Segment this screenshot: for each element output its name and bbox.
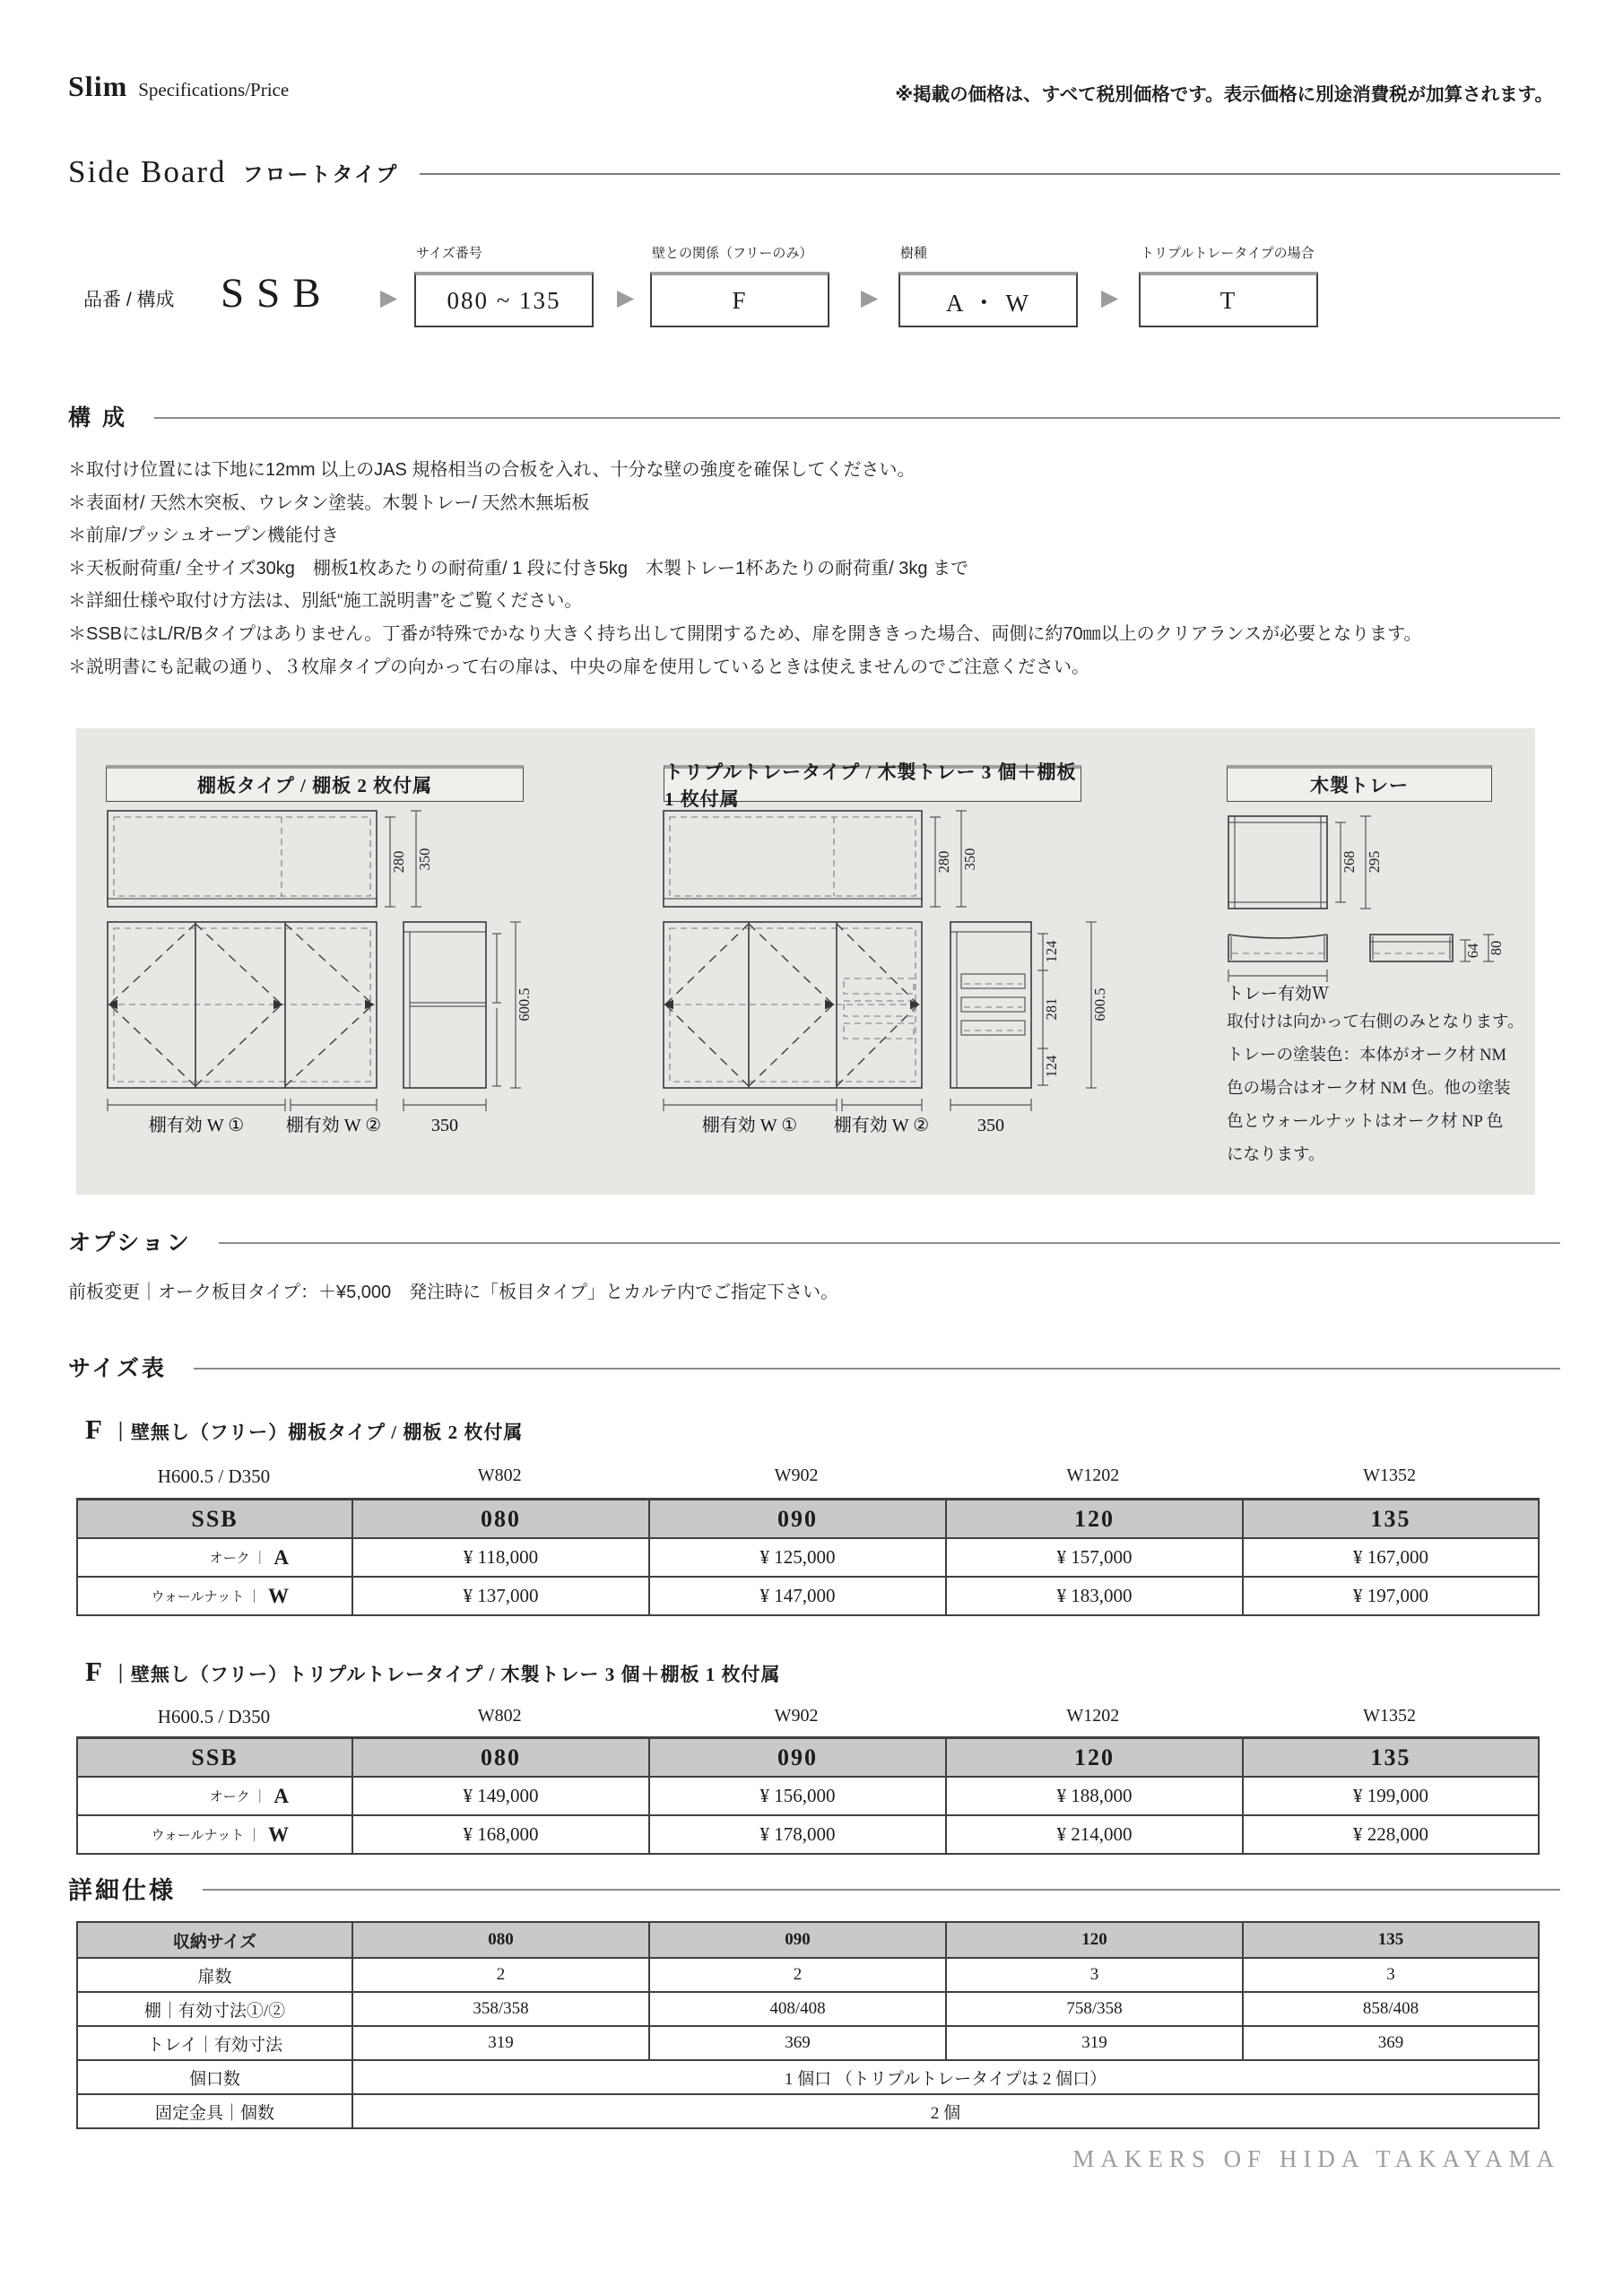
code-box-tray — [1139, 272, 1318, 327]
diagram-title-tripletray-text: トリプルトレータイプ / 木製トレー 3 個＋棚板 1 枚付属 — [664, 761, 1077, 810]
code-cell: SSB — [77, 1500, 352, 1539]
shelf-effective-w1-label: 棚有効 W ① — [701, 1116, 798, 1135]
spec-header-cell: 120 — [946, 1922, 1243, 1958]
diagram-title-tripletray — [664, 761, 1081, 810]
code-box-label-wall: 壁との関係（フリーのみ） — [652, 246, 813, 261]
dim-350: 350 — [416, 848, 433, 871]
shelf-effective-w1-label: 棚有効 W ① — [148, 1116, 245, 1135]
page-title-type: フロートタイプ — [242, 162, 399, 186]
brand-name: Slim — [68, 70, 128, 102]
price-cell: ¥ 214,000 — [946, 1815, 1243, 1854]
table-row-walnut — [77, 1577, 1539, 1615]
tray-note-line: 色とウォールナットはオーク材 NP 色 — [1227, 1113, 1504, 1131]
code-box-tray-value: T — [1219, 286, 1237, 314]
material-name: ウォールナット ｜ — [151, 1590, 261, 1605]
table-row-oak — [77, 1538, 1539, 1577]
tray-note-line: トレーの塗装色：本体がオーク材 NM — [1227, 1047, 1506, 1065]
width-label: W902 — [774, 1706, 819, 1726]
note-line: ＊前扉/プッシュオープン機能付き — [68, 526, 339, 546]
composition-notes — [68, 454, 1422, 683]
diagram-title-woodtray-text: 木製トレー — [1310, 775, 1409, 796]
price-cell: ¥ 188,000 — [946, 1777, 1243, 1815]
tray-outline — [844, 1023, 914, 1039]
arrow-right-icon: ▶ — [380, 286, 398, 310]
section-rule — [219, 1242, 1560, 1244]
spec-value: 369 — [1243, 2026, 1539, 2060]
tax-disclaimer: ※掲載の価格は、すべて税別価格です。表示価格に別途消費税が加算されます。 — [895, 84, 1553, 105]
spec-header-row — [77, 1922, 1539, 1958]
spec-span-value: 1 個口 （トリプルトレータイプは 2 個口） — [352, 2060, 1539, 2094]
material-name: ウォールナット ｜ — [151, 1829, 261, 1843]
tray-outline — [844, 978, 914, 994]
width-label: W802 — [477, 1465, 522, 1485]
spec-value: 319 — [946, 2026, 1243, 2060]
spec-header-cell: 135 — [1243, 1922, 1539, 1958]
dim-600-5: 600.5 — [516, 987, 533, 1022]
dim-depth-350: 350 — [431, 1116, 458, 1135]
spec-row-shelf — [77, 1992, 1539, 2026]
arrow-right-icon: ▶ — [617, 286, 635, 310]
code-box-wood — [898, 272, 1078, 327]
price-cell: ¥ 149,000 — [352, 1777, 649, 1815]
material-letter: A — [273, 1784, 289, 1807]
tray-note-line: になります。 — [1227, 1146, 1325, 1164]
diagram-title-shelf — [106, 765, 524, 802]
tray-note — [1227, 1006, 1523, 1172]
diagram-title-shelf-text: 棚板タイプ / 棚板 2 枚付属 — [196, 775, 433, 796]
size-cell: 120 — [946, 1738, 1243, 1778]
page-title-row — [68, 154, 1560, 190]
section-size-heading: サイズ表 — [68, 1356, 168, 1381]
dim-280: 280 — [390, 850, 407, 874]
section-rule — [154, 417, 1560, 419]
dim-label: H600.5 / D350 — [157, 1706, 271, 1727]
spec-row-doors — [77, 1958, 1539, 1992]
shelf-effective-w2-label: 棚有効 W ② — [285, 1116, 382, 1135]
spec-value: 3 — [946, 1958, 1243, 1992]
dim-label: H600.5 / D350 — [157, 1465, 271, 1487]
size-table-shelf-type — [76, 1498, 1540, 1616]
width-label: W902 — [774, 1465, 819, 1485]
spec-value: 3 — [1243, 1958, 1539, 1992]
spec-label: 個口数 — [77, 2060, 352, 2094]
size-cell: 080 — [352, 1738, 649, 1778]
note-line: ＊表面材/ 天然木突板、ウレタン塗装。木製トレー/ 天然木無垢板 — [68, 492, 590, 513]
spec-header-cell: 090 — [649, 1922, 946, 1958]
width-label: W1202 — [1066, 1465, 1120, 1485]
dim-64: 64 — [1464, 943, 1481, 959]
spec-label: 固定金具｜個数 — [77, 2094, 352, 2128]
price-cell: ¥ 197,000 — [1243, 1577, 1539, 1615]
material-letter: A — [273, 1545, 289, 1569]
code-box-wall-value: F — [732, 286, 748, 314]
type-label: ｜壁無し（フリー）トリプルトレータイプ / 木製トレー 3 個＋棚板 1 枚付属 — [110, 1664, 781, 1685]
tray-side — [961, 1021, 1025, 1035]
price-cell: ¥ 118,000 — [352, 1538, 649, 1577]
dim-268: 268 — [1341, 850, 1358, 874]
option-text: 前板変更｜オーク板目タイプ：＋¥5,000 発注時に「板目タイプ」とカルテ内でご指定下さい。 — [68, 1283, 839, 1302]
diagram-title-woodtray — [1227, 765, 1492, 802]
size-cell: 120 — [946, 1500, 1243, 1539]
section-size — [68, 1351, 1560, 1383]
price-cell: ¥ 228,000 — [1243, 1815, 1539, 1854]
shelf-effective-w2-label: 棚有効 W ② — [833, 1116, 930, 1135]
note-line: ＊天板耐荷重/ 全サイズ30kg 棚板1枚あたりの耐荷重/ 1 段に付き5kg 木製トレー1杯あたりの耐荷重/ 3kg まで — [68, 558, 969, 578]
size-table-triple-tray — [76, 1736, 1540, 1855]
table-row-walnut — [77, 1815, 1539, 1854]
spec-row-tray — [77, 2026, 1539, 2060]
width-label: W1352 — [1363, 1465, 1417, 1485]
section-option-heading: オプション — [68, 1231, 192, 1256]
size-table2-colhead — [76, 1706, 1538, 1728]
spec-value: 2 — [352, 1958, 649, 1992]
dim-124-top: 124 — [1043, 940, 1060, 963]
section-composition-heading: 構 成 — [68, 405, 127, 430]
product-code: SSB — [221, 270, 334, 317]
spec-value: 758/358 — [946, 1992, 1243, 2026]
material-name: オーク ｜ — [209, 1790, 267, 1805]
code-box-label-tray: トリプルトレータイプの場合 — [1141, 246, 1315, 261]
spec-value: 369 — [649, 2026, 946, 2060]
size-cell: 090 — [649, 1738, 946, 1778]
product-code-label: 品番 / 構成 — [83, 290, 175, 310]
dim-280: 280 — [935, 850, 952, 874]
dim-600-5: 600.5 — [1091, 987, 1108, 1022]
spec-value: 319 — [352, 2026, 649, 2060]
spec-value: 858/408 — [1243, 1992, 1539, 2026]
width-label: W802 — [477, 1706, 522, 1726]
section-rule — [203, 1889, 1560, 1891]
price-cell: ¥ 147,000 — [649, 1577, 946, 1615]
material-letter: W — [268, 1584, 289, 1607]
code-box-label-wood: 樹種 — [900, 246, 928, 261]
spec-header-cell: 収納サイズ — [77, 1922, 352, 1958]
section-detail — [68, 1871, 1560, 1906]
arrow-right-icon: ▶ — [861, 286, 879, 310]
width-label: W1202 — [1066, 1706, 1120, 1726]
tray-effective-w-label: トレー有効Ｗ — [1227, 985, 1330, 1003]
code-box-size-value: 080 ~ 135 — [447, 286, 561, 314]
price-cell: ¥ 156,000 — [649, 1777, 946, 1815]
spec-label: 棚｜有効寸法①/② — [77, 1992, 352, 2026]
note-line: ＊詳細仕様や取付け方法は、別紙“施工説明書”をご覧ください。 — [68, 591, 583, 612]
dim-depth-350: 350 — [977, 1116, 1004, 1135]
spec-label: 扉数 — [77, 1958, 352, 1992]
size-table2-label — [85, 1656, 781, 1688]
header — [68, 70, 289, 103]
shelf-type-drawing — [94, 805, 578, 1142]
page-title: Side Board — [68, 154, 227, 189]
note-line: ＊取付け位置には下地に12mm 以上のJAS 規格相当の合板を入れ、十分な壁の強度を確保してください。 — [68, 460, 916, 480]
table-header-row — [77, 1500, 1539, 1539]
spec-span-value: 2 個 — [352, 2094, 1539, 2128]
price-cell: ¥ 199,000 — [1243, 1777, 1539, 1815]
dim-350: 350 — [961, 848, 978, 871]
section-composition — [68, 400, 1560, 432]
width-label: W1352 — [1363, 1706, 1417, 1726]
price-cell: ¥ 137,000 — [352, 1577, 649, 1615]
price-cell: ¥ 125,000 — [649, 1538, 946, 1577]
price-cell: ¥ 183,000 — [946, 1577, 1243, 1615]
size-cell: 090 — [649, 1500, 946, 1539]
tray-side — [961, 997, 1025, 1012]
type-letter: F — [85, 1413, 102, 1445]
size-cell: 135 — [1243, 1500, 1539, 1539]
size-table1-colhead — [76, 1465, 1538, 1488]
spec-value: 358/358 — [352, 1992, 649, 2026]
spec-header-cell: 080 — [352, 1922, 649, 1958]
code-box-wood-value: A ・ W — [946, 289, 1030, 317]
spec-value: 408/408 — [649, 1992, 946, 2026]
spec-label: トレイ｜有効寸法 — [77, 2026, 352, 2060]
table-header-row — [77, 1738, 1539, 1778]
section-option — [68, 1225, 1560, 1257]
size-cell: 135 — [1243, 1738, 1539, 1778]
section-detail-heading: 詳細仕様 — [68, 1877, 176, 1904]
code-box-label-size: サイズ番号 — [416, 246, 482, 261]
tray-note-line: 取付けは向かって右側のみとなります。 — [1227, 1013, 1524, 1031]
detail-spec-table — [76, 1921, 1540, 2129]
price-cell: ¥ 167,000 — [1243, 1538, 1539, 1577]
tray-outline — [844, 1001, 914, 1016]
footer-tagline: MAKERS OF HIDA TAKAYAMA — [1072, 2145, 1560, 2172]
tray-note-line: 色の場合はオーク材 NM 色。他の塗装 — [1227, 1080, 1511, 1098]
spec-row-packages — [77, 2060, 1539, 2094]
note-line: ＊説明書にも記載の通り、３枚扉タイプの向かって右の扉は、中央の扉を使用しているときは使えませんのでご注意ください。 — [68, 657, 1089, 677]
wood-tray-drawing — [1219, 805, 1520, 1003]
brand-subtitle: Specifications/Price — [138, 79, 290, 100]
price-cell: ¥ 157,000 — [946, 1538, 1243, 1577]
arrow-right-icon: ▶ — [1101, 286, 1119, 310]
price-cell: ¥ 168,000 — [352, 1815, 649, 1854]
note-line: ＊SSBにはL/R/Bタイプはありません。丁番が特殊でかなり大きく持ち出して開閉するため、扉を開ききった場合、両側に約70㎜以上のクリアランスが必要となります。 — [68, 623, 1422, 644]
section-rule — [194, 1368, 1560, 1370]
code-box-wall — [650, 272, 829, 327]
type-letter: F — [85, 1656, 102, 1687]
code-cell: SSB — [77, 1738, 352, 1778]
material-name: オーク ｜ — [209, 1552, 267, 1566]
dim-281: 281 — [1043, 997, 1060, 1021]
tray-side — [961, 974, 1025, 988]
dim-80: 80 — [1488, 940, 1505, 956]
triple-tray-drawing — [655, 805, 1157, 1142]
size-table1-label — [85, 1413, 523, 1446]
material-letter: W — [268, 1822, 289, 1846]
dim-295: 295 — [1366, 850, 1383, 874]
price-cell: ¥ 178,000 — [649, 1815, 946, 1854]
type-label: ｜壁無し（フリー）棚板タイプ / 棚板 2 枚付属 — [110, 1422, 524, 1443]
spec-value: 2 — [649, 1958, 946, 1992]
spec-row-hardware — [77, 2094, 1539, 2128]
dim-124-bottom: 124 — [1043, 1055, 1060, 1078]
code-box-size — [414, 272, 594, 327]
title-rule — [420, 173, 1560, 175]
table-row-oak — [77, 1777, 1539, 1815]
size-cell: 080 — [352, 1500, 649, 1539]
